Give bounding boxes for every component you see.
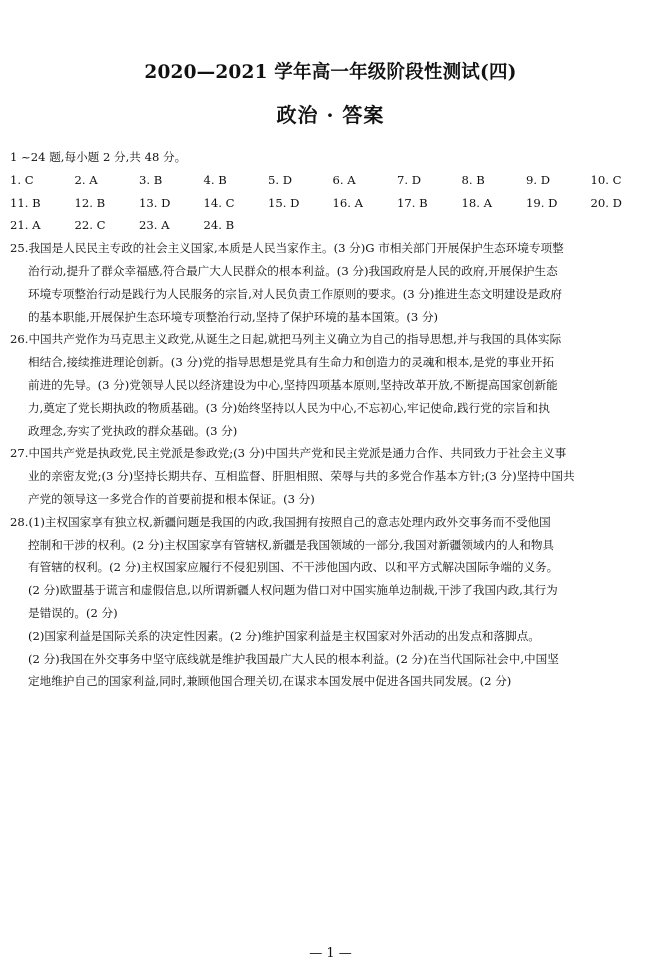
mc-answer: 3. B [139, 172, 163, 187]
mc-answer: 23. A [139, 218, 170, 233]
mc-row [10, 192, 655, 215]
answer-block-28 [10, 511, 655, 693]
mc-answer: 12. B [74, 195, 106, 210]
mc-answer: 21. A [10, 218, 41, 233]
answer-line: (2)国家利益是国际关系的决定性因素。(2 分)维护国家利益是主权国家对外活动的出发点和落脚点。 [28, 628, 540, 643]
answer-line: 政理念,夯实了党执政的群众基础。(3 分) [28, 423, 238, 438]
answer-line: 产党的领导这一多党合作的首要前提和根本保证。(3 分) [28, 491, 315, 506]
page-title: 2020—2021 学年高一年级阶段性测试(四) [144, 62, 517, 83]
mc-answer: 13. D [139, 195, 171, 210]
answer-line: 力,奠定了党长期执政的物质基础。(3 分)始终坚持以人民为中心,不忘初心,牢记使命,践行党的宗旨和执 [28, 400, 550, 415]
mc-answer: 8. B [461, 172, 485, 187]
mc-answer: 14. C [203, 195, 235, 210]
mc-intro: 1 ~24 题,每小题 2 分,共 48 分。 [10, 150, 187, 164]
answer-line: (2 分)我国在外交事务中坚守底线就是维护我国最广大人民的根本利益。(2 分)在当代国际社会中,中国坚 [28, 651, 559, 666]
mc-answer: 19. D [526, 195, 558, 210]
answer-line: (1)主权国家享有独立权,新疆问题是我国的内政,我国拥有按照自己的意志处理内政外交事务而不受他国 [28, 514, 551, 529]
answer-line: 有管辖的权利。(2 分)主权国家应履行不侵犯别国、不干涉他国内政、以和平方式解决国际争端的义务。 [28, 560, 559, 575]
mc-answer: 17. B [397, 195, 428, 210]
mc-answer: 24. B [203, 218, 235, 233]
answer-line: 治行动,提升了群众幸福感,符合最广大人民群众的根本利益。(3 分)我国政府是人民的政府,开展保护生态 [28, 263, 558, 278]
mc-answer: 20. D [590, 195, 622, 210]
mc-answer: 11. B [10, 195, 41, 210]
answer-block-25 [10, 237, 655, 328]
answer-line: 控制和干涉的权利。(2 分)主权国家享有管辖权,新疆是我国领域的一部分,我国对新疆领域内的人和物具 [28, 537, 555, 552]
answer-line: 中国共产党作为马克思主义政党,从诞生之日起,就把马列主义确立为自己的指导思想,并与我国的具体实际 [28, 332, 562, 347]
answer-body [10, 146, 655, 693]
answer-line: 的基本职能,开展保护生态环境专项整治行动,坚持了保护环境的基本国策。(3 分) [28, 309, 439, 324]
answer-line: 前进的先导。(3 分)党领导人民以经济建设为中心,坚持四项基本原则,坚持改革开放,不断提高国家创新能 [28, 377, 558, 392]
mc-answer: 4. B [203, 172, 227, 187]
page-number: — 1 — [309, 946, 352, 961]
answer-line: 我国是人民民主专政的社会主义国家,本质是人民当家作主。(3 分)G 市相关部门开展保护生态环境专项整 [28, 241, 564, 256]
question-number: 26. [10, 332, 29, 347]
answer-line: 业的亲密友党;(3 分)坚持长期共存、互相监督、肝胆相照、荣辱与共的多党合作基本方针;(3 分)坚持中国共 [28, 469, 575, 484]
mc-answer: 9. D [526, 172, 551, 187]
answer-line: 是错误的。(2 分) [28, 605, 118, 620]
question-number: 27. [10, 446, 29, 461]
answer-line: 定地维护自己的国家利益,同时,兼顾他国合理关切,在谋求本国发展中促进各国共同发展。(2 分) [28, 674, 512, 689]
mc-answer: 1. C [10, 172, 34, 187]
mc-row [10, 214, 655, 237]
mc-answer: 15. D [268, 195, 300, 210]
mc-row [10, 169, 655, 192]
answer-block-27 [10, 442, 655, 510]
answer-line: 相结合,接续推进理论创新。(3 分)党的指导思想是党具有生命力和创造力的灵魂和根本,是党的事业开拓 [28, 355, 555, 370]
answer-block-26 [10, 328, 655, 442]
mc-answer: 5. D [268, 172, 293, 187]
mc-answer: 10. C [590, 172, 622, 187]
mc-answer: 22. C [74, 218, 106, 233]
mc-answer: 16. A [332, 195, 363, 210]
answer-line: 中国共产党是执政党,民主党派是参政党;(3 分)中国共产党和民主党派是通力合作、共同致力于社会主义事 [28, 446, 567, 461]
answer-line: 环境专项整治行动是践行为人民服务的宗旨,对人民负责工作原则的要求。(3 分)推进生态文明建设是政府 [28, 286, 562, 301]
mc-answer: 18. A [461, 195, 492, 210]
mc-answer: 7. D [397, 172, 422, 187]
answer-line: (2 分)欧盟基于谎言和虚假信息,以所谓新疆人权问题为借口对中国实施单边制裁,干涉了我国内政,其行为 [28, 583, 558, 598]
question-number: 25. [10, 241, 29, 256]
mc-answer: 2. A [74, 172, 98, 187]
mc-answer: 6. A [332, 172, 356, 187]
question-number: 28. [10, 514, 29, 529]
page-subtitle: 政治 · 答案 [276, 103, 385, 127]
